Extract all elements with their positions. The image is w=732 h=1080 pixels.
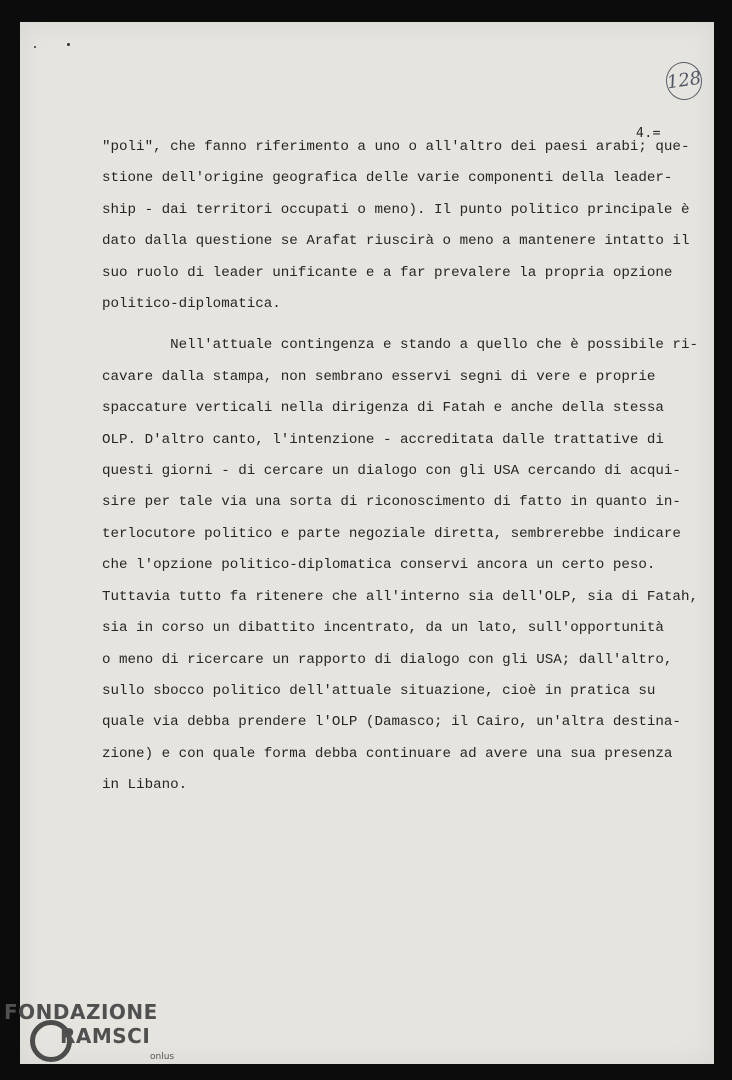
text-line: che l'opzione politico-diplomatica conservi ancora un certo peso. [102, 557, 656, 574]
text-line: sullo sbocco politico dell'attuale situazione, cioè in pratica su [102, 682, 656, 699]
text-line: spaccature verticali nella dirigenza di Fatah e anche della stessa [102, 400, 664, 417]
text-line: o meno di ricercare un rapporto di dialogo con gli USA; dall'altro, [102, 651, 673, 668]
text-line: sia in corso un dibattito incentrato, da un lato, sull'opportunità [102, 620, 664, 637]
page-number: 4.= [636, 126, 661, 141]
text-line: quale via debba prendere l'OLP (Damasco; il Cairo, un'altra destina- [102, 714, 681, 731]
fondazione-gramsci-watermark [4, 1000, 184, 1078]
paper-speck [34, 46, 36, 48]
archive-number-stamp: 128 [664, 60, 705, 103]
text-line: Nell'attuale contingenza e stando a quello che è possibile ri- [102, 337, 698, 354]
text-line: cavare dalla stampa, non sembrano esservi segni di vere e proprie [102, 368, 656, 385]
text-line: dato dalla questione se Arafat riuscirà o meno a mantenere intatto il [102, 233, 690, 250]
watermark-line2: RAMSCI [60, 1024, 151, 1048]
typed-text [102, 132, 698, 802]
text-line: terlocutore politico e parte negoziale diretta, sembrerebbe indicare [102, 525, 681, 542]
text-line: stione dell'origine geografica delle varie componenti della leader- [102, 170, 673, 187]
text-line: suo ruolo di leader unificante e a far prevalere la propria opzione [102, 264, 673, 281]
watermark-line1: FONDAZIONE [4, 1000, 158, 1024]
text-line: "poli", che fanno riferimento a uno o all'altro dei paesi arabi; que- [102, 139, 690, 155]
text-line: zione) e con quale forma debba continuare ad avere una sua presenza [102, 745, 673, 762]
text-line: ship - dai territori occupati o meno). Il punto politico principale è [102, 201, 690, 218]
text-line: sire per tale via una sorta di riconoscimento di fatto in quanto in- [102, 494, 681, 511]
watermark-suffix: onlus [150, 1052, 175, 1062]
text-line: questi giorni - di cercare un dialogo con gli USA cercando di acqui- [102, 463, 681, 480]
text-line: OLP. D'altro canto, l'intenzione - accreditata dalle trattative di [102, 431, 664, 448]
text-line: politico-diplomatica. [102, 296, 281, 313]
paper-speck [67, 43, 70, 46]
text-line: Tuttavia tutto fa ritenere che all'interno sia dell'OLP, sia di Fatah, [102, 588, 698, 605]
text-line: in Libano. [102, 777, 188, 794]
paragraph-gap [102, 320, 677, 330]
